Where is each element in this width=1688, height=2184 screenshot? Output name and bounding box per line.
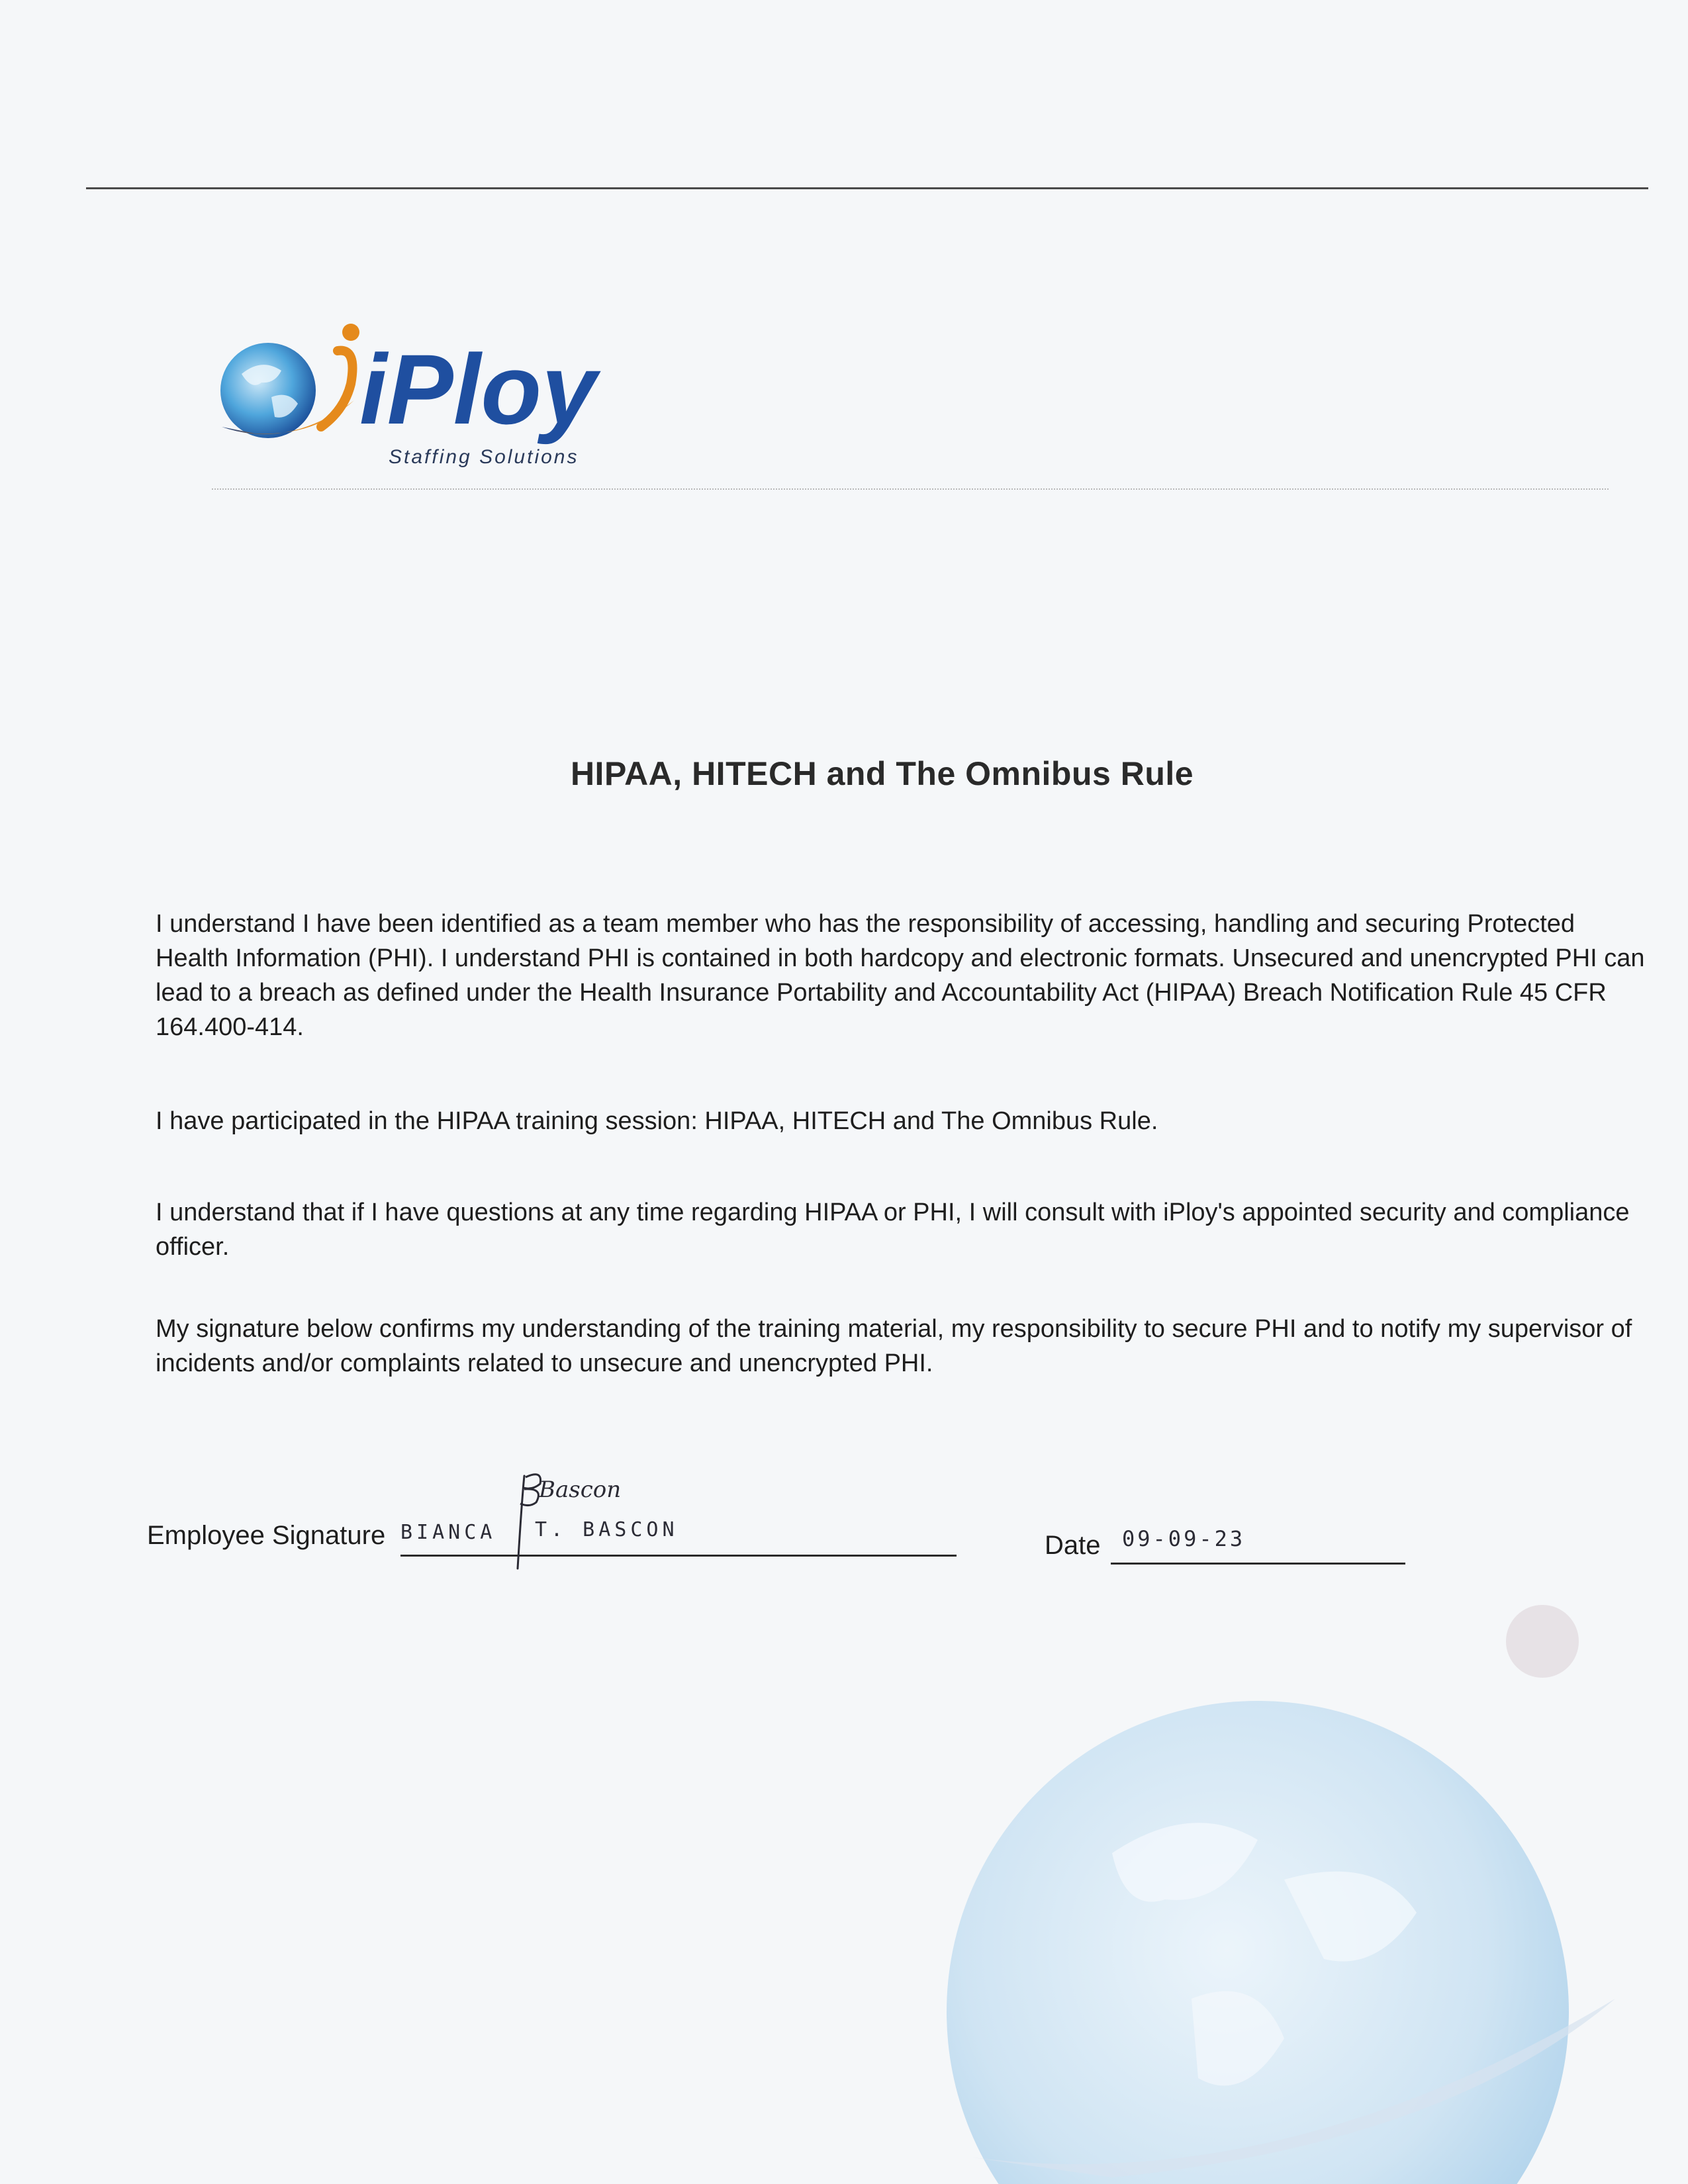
person-head-icon xyxy=(342,324,359,341)
top-divider xyxy=(86,187,1648,189)
logo-divider xyxy=(212,488,1609,490)
date-line xyxy=(1111,1563,1405,1565)
paragraph-phi-responsibility: I understand I have been identified as a team member who has the responsibility of accessing, handling and securing Protected Health Information (PHI). I understand PHI is contained in both hardcopy and electronic formats. Unsecured and unencrypted PHI can lead to a breach as defined under the Health Insurance Portability and Accountability Act (HIPAA) Breach Notification Rule 45 CFR 164.400-414. xyxy=(156,910,1645,1041)
paragraph-signature-confirmation: My signature below confirms my understanding of the training material, my responsibility to secure PHI and to notify my supervisor of incidents and/or complaints related to unsecure and unencrypted PHI. xyxy=(156,1315,1632,1377)
person-body-icon xyxy=(321,351,353,427)
document-title: HIPAA, HITECH and The Omnibus Rule xyxy=(570,755,1194,792)
printed-name-rest: T. BASCON xyxy=(535,1518,679,1541)
paragraph-compliance-officer: I understand that if I have questions at any time regarding HIPAA or PHI, I will consult with iPloy's appointed security and compliance officer. xyxy=(156,1199,1630,1261)
employee-signature-label: Employee Signature xyxy=(147,1521,386,1550)
logo-tagline: Staffing Solutions xyxy=(389,446,579,468)
printed-name-first: BIANCA xyxy=(400,1521,496,1544)
date-label: Date xyxy=(1045,1531,1101,1560)
signature-cursive: Bascon xyxy=(539,1477,622,1503)
paragraph-training-session: I have participated in the HIPAA training session: HIPAA, HITECH and The Omnibus Rule. xyxy=(156,1107,1158,1135)
date-value: 09-09-23 xyxy=(1122,1526,1246,1551)
iploy-logo xyxy=(215,311,692,483)
watermark-globe-icon xyxy=(914,1602,1662,2184)
globe-icon xyxy=(220,343,316,438)
handwritten-signature xyxy=(503,1456,635,1575)
logo-wordmark: iPloy xyxy=(359,334,597,445)
signature-line xyxy=(400,1555,957,1557)
